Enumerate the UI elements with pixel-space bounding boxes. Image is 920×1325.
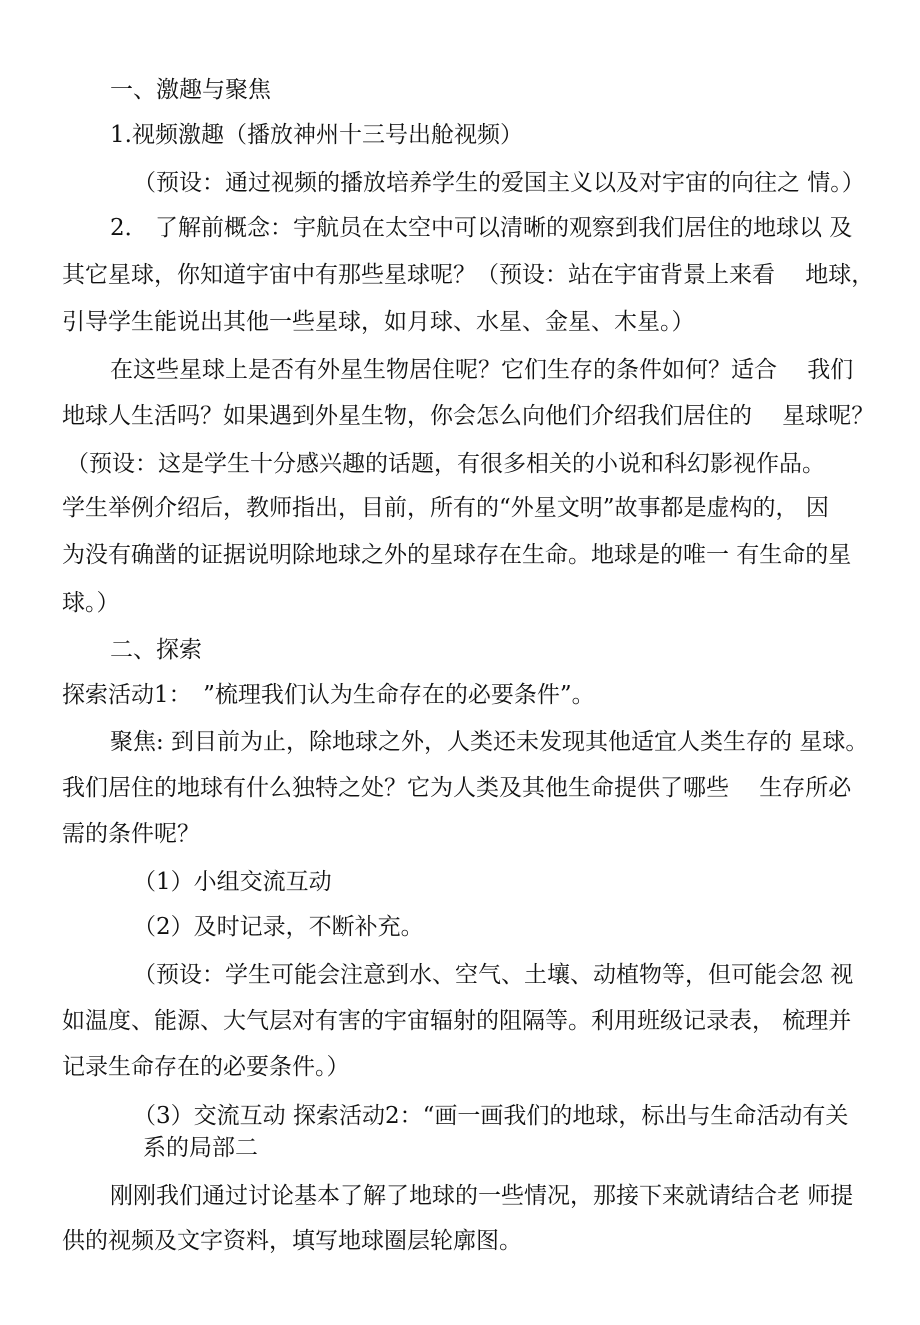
text-line: 地球人生活吗？如果遇到外星生物，你会怎么向他们介绍我们居住的 星球呢？ xyxy=(62,403,875,429)
text-line: （预设：这是学生十分感兴趣的话题，有很多相关的小说和科幻影视作品。 xyxy=(66,451,825,477)
text-line: 为没有确凿的证据说明除地球之外的星球存在生命。地球是的唯一 有生命的星 xyxy=(62,542,852,568)
text-line: 聚焦: 到目前为止，除地球之外，人类还未发现其他适宜人类生存的 星球。 xyxy=(110,729,869,755)
text-line: （2）及时记录，不断补充。 xyxy=(133,914,424,940)
text-line: （预设：通过视频的播放培养学生的爱国主义以及对宇宙的向往之 情。） xyxy=(133,170,865,196)
text-line: 在这些星球上是否有外星生物居住呢？它们生存的条件如何？适合 我们 xyxy=(110,357,854,383)
text-line: （预设：学生可能会注意到水、空气、土壤、动植物等，但可能会忽 视 xyxy=(133,962,854,988)
text-line: 引导学生能说出其他一些星球，如月球、水星、金星、木星。） xyxy=(62,309,695,335)
text-line: 系的局部二 xyxy=(143,1135,258,1161)
text-line: 如温度、能源、大气层对有害的宇宙辐射的阻隔等。利用班级记录表， 梳理并 xyxy=(62,1008,852,1034)
text-line: 2． 了解前概念：宇航员在太空中可以清晰的观察到我们居住的地球以 及 xyxy=(110,215,853,241)
text-line: （3）交流互动 探索活动2：“画一画我们的地球，标出与生命活动有关 xyxy=(133,1103,849,1129)
text-line: 1.视频激趣（播放神州十三号出舱视频） xyxy=(110,122,523,148)
text-line: 供的视频及文字资料，填写地球圈层轮廓图。 xyxy=(62,1228,522,1254)
section-heading-explore: 二、探索 xyxy=(110,637,202,663)
text-line: 记录生命存在的必要条件。） xyxy=(62,1054,350,1080)
text-line: 球。） xyxy=(62,590,120,616)
section-heading-engage: 一、激趣与聚焦 xyxy=(110,77,271,103)
text-line: 其它星球，你知道宇宙中有那些星球呢？（预设：站在宇宙背景上来看 地球， xyxy=(62,262,875,288)
text-line: 刚刚我们通过讨论基本了解了地球的一些情况，那接下来就请结合老 师提 xyxy=(110,1183,854,1209)
text-line: 探索活动1： ”梳理我们认为生命存在的必要条件”。 xyxy=(62,682,595,708)
text-line: 需的条件呢？ xyxy=(62,821,200,847)
text-line: （1）小组交流互动 xyxy=(133,869,332,895)
text-line: 学生举例介绍后，教师指出，目前，所有的“外星文明”故事都是虚构的， 因 xyxy=(62,495,829,521)
text-line: 我们居住的地球有什么独特之处？它为人类及其他生命提供了哪些 生存所必 xyxy=(62,775,852,801)
